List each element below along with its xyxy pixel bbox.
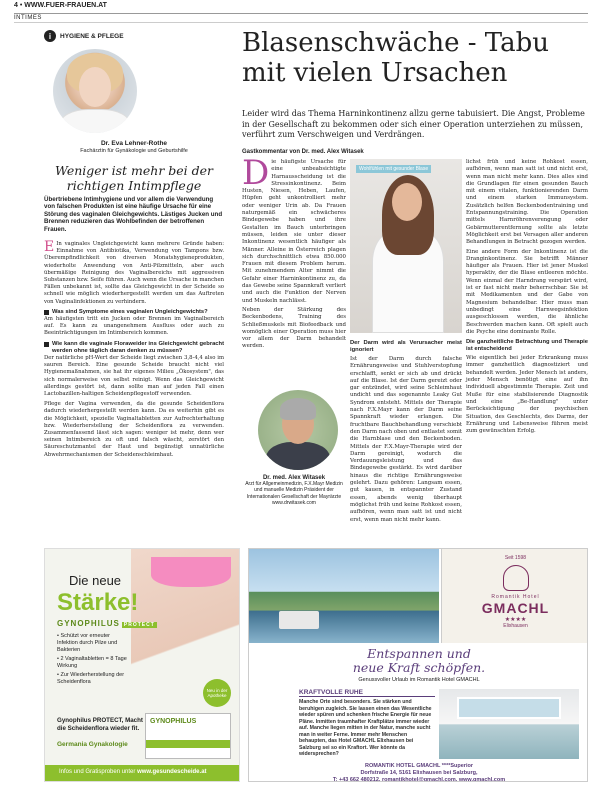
main-column-3 <box>466 159 588 437</box>
main-article-byline: Gastkommentar von Dr. med. Alex Witasek <box>242 149 364 155</box>
author-photo-lehner <box>53 49 137 133</box>
hotel-contact[interactable]: T: +43 662 480212, romantikhotel@gmachl.com, www.gmachl.com <box>332 776 506 782</box>
ad-footer-url[interactable]: www.gesundescheide.at <box>137 769 207 775</box>
info-icon: i <box>44 30 56 42</box>
main-paragraph-6: Wie eigentlich bei jeder Erkrankung muss immer ganzheitlich diagnostiziert und behandelt werden. Jeder Mensch ist anders, jeder Mensch benötigt eine auf ihn individuell abgestimmte Therapie. Zeit und Muße für eine stabilisierende Diagnostik und eine „Be-Handlung" unter Berücksichtigung der psychischen Situation, des Geschlechts, des Darms, der Ernährung und Lebensweise führen meist zum gewünschten Erfolg. <box>466 355 588 435</box>
left-article-header <box>44 30 224 42</box>
ad-bullet: • Schützt vor erneuter Infektion durch Pilze und Bakterien <box>57 633 131 654</box>
woman-photo <box>350 159 462 333</box>
author-title-witasek: Arzt für Allgemeinmedizin, F.X.Mayr Medizin und manuelle Medizin Präsident der Internationalen Gesellschaft der Mayrärzte <box>245 481 343 500</box>
kraft-box <box>299 689 435 761</box>
kraft-body: Manche Orte sind besonders. Sie stärken und beruhigen zugleich. Sie lassen einen das Wesentliche wieder spüren und schenken frische Energie für neue Pläne. Inmitten traumhafter Kraftplätze immer wieder auf. Manche liegen mitten in der Natur, manche sucht man in weiter Ferne. Immer mehr Menschen behaupten, das Hotel GMACHL Elixhausen bei Salzburg sei so ein Kraftort. Wer könnte da widersprechen? <box>299 699 432 757</box>
left-paragraph-3: Der natürliche pH-Wert der Scheide liegt zwischen 3,8-4,4 also im sauren Bereich. Eine gesunde Scheide braucht nicht viel Hygienemaßnahmen, sie hat ihr eigenes Milieu „Ökosystem", das sich normalerweise von selbst reinigt. Wenn das Gleichgewicht allerdings gestört ist, dann sollte man auf jeden Fall einen Lactobazillen-haltigen Scheidenpflegestoff verwenden. <box>44 355 224 398</box>
room-photo <box>439 689 579 759</box>
hotel-logo-box <box>441 549 588 643</box>
ad-bullets <box>57 633 131 688</box>
ad-headline: Stärke! <box>57 589 139 616</box>
hotel-since: Seit 1598 <box>504 555 527 561</box>
left-question-2: Wie kann die vaginale Floraweider ins Gleichgewicht gebracht werden ohne täglich daran denken zu müssen? <box>44 341 224 355</box>
left-article-lead: Übertriebene Intimhygiene und vor allem die Verwendung von falschen Produkten ist eine häufige Ursache für eine Störung des vaginalen Gleichgewichts. Lästiges Jucken und Brennen reduzieren das Wohlbefinden der betroffenen Frauen. <box>44 196 223 233</box>
left-article-body <box>44 241 224 462</box>
hygiene-badge <box>44 30 224 42</box>
hotel-slogan: Entspannen und neue Kraft schöpfen. <box>352 646 486 675</box>
gynophilus-ad[interactable] <box>44 548 240 782</box>
left-paragraph-4: Pflege der Vagina verwenden, da die gesunde Scheidenflora dadurch wiederhergestellt werden kann. Da es weiterhin gibt es die Möglichkeit, spezielle Vaginaltabletten zur Aufrechterhaltung bzw. Wiederherstellung der Scheidenflora zu verwenden. Zusammenfassend lässt sich sagen: weniger ist mehr, denn wer seinen Intimbereich zu oft und falsch wäscht, zerstört den Säureschutzmantel der Haut und begünstigt unnatürliche Abwehrmechanismen der Scheidenschleimhaut. <box>44 401 224 458</box>
ad-footer: Infos und Gratisproben unter www.gesundescheide.at <box>45 765 239 781</box>
author-name-lehner: Dr. Eva Lehner-Rothe <box>100 140 168 147</box>
ad-claim: Gynophilus PROTECT, Macht die Scheidenflora wieder fit. <box>57 717 143 732</box>
hotel-gmachl-ad[interactable] <box>248 548 588 782</box>
main-paragraph-5: Eine andere Form der Inkontinenz ist die Dranginkontinenz. Sie betrifft Männer häufiger als Frauen. Hier ist jener Muskel hyperaktiv, der die Blase entleeren möchte. Wenn einmal der Harndrang verspürt wird, ist er fast nicht mehr beherrschbar. Sie ist mit Medikamenten und der Gabe von Magnesium behandelbar. Hier muss man unbedingt eine Harnwegsinfektion ausgeschlossen werden, die ähnliche Beschwerden machen kann. Oft spielt auch die Psyche eine dominante Rolle. <box>466 248 588 335</box>
main-paragraph-3: Ist der Darm durch falsche Ernährungsweise und Stuhlverstopfung erschlafft, senkt er sich ab und drückt auf die Blase. Ist der Darm gereizt oder gar entzündet, wird seine Schleimhaut undicht und das sogenannte Leaky Gut Syndrom entsteht. Mittels der Therapie nach F.X.Mayr kann der Darm seine Spannkraft wieder erlangen. Die fruchtbare Bauchbehandlung verschiebt den Darm nach oben und entlastet somit die Harnblase und den Beckenboden. Mittels der F.X.Mayr-Therapie wird der Darm gereinigt, wodurch die Verdauungsleistung und das Bindegewebe gestärkt. Es wird darüber hinaus die richtige Ernährungsweise gelehrt. Dazu gehören: Langsam essen, gut kauen, in entspannter Zustand essen, abends wenig überhaupt möglichst früh und keine Rohkost essen, aufhören, wenn man satt ist und nicht erst, wenn man nicht mehr kann. <box>350 356 462 523</box>
left-article-headline: Weniger ist mehr bei der richtigen Intimpflege <box>54 163 214 193</box>
left-dropcap: E <box>44 239 55 255</box>
ad-bullet: • Zur Wiederherstellung der Scheidenflora <box>57 672 131 686</box>
photo-caption: Wohlfühlen mit gesunder Blase <box>356 165 431 173</box>
crown-icon <box>503 565 529 591</box>
main-column-2 <box>350 337 462 526</box>
page-header-sep: • <box>19 2 25 9</box>
ad-tagline: Die neue <box>69 573 122 588</box>
author-title-lehner: Fachärztin für Gynäkologie und Geburtshilfe <box>80 148 188 154</box>
hotel-location: Elixhausen <box>503 623 528 629</box>
star-icon: ★★★★ <box>504 617 527 623</box>
author-name-witasek: Dr. med. Alex Witasek <box>262 475 326 481</box>
page-number: 4 <box>14 2 18 9</box>
main-paragraph-2: Neben der Stärkung des Beckenbodens, Training des Schließmuskels mit Biofeedback und womöglich einer Operation muss hier vor allem der Darm behandelt werden. <box>242 306 346 350</box>
subheading-ganzheitlich: Die ganzheitliche Betrachtung und Therapie ist entscheidend <box>466 339 588 353</box>
hygiene-badge-label: HYGIENE & PFLEGE <box>60 32 124 40</box>
hotel-name: GMACHL <box>481 600 550 616</box>
kraft-title: KRAFTVOLLE RUHE <box>299 689 435 697</box>
header-rule <box>14 13 588 14</box>
ad-maker-logo: Germania Gynakologie <box>57 741 128 748</box>
ad-brand: GYNOPHILUS PROTECT <box>57 619 155 628</box>
author-info-witasek <box>242 475 346 506</box>
product-name: GYNOPHILUS <box>150 718 197 725</box>
main-article-headline: Blasenschwäche - Tabu mit vielen Ursachen <box>242 28 550 88</box>
lake-photo <box>249 549 439 643</box>
new-badge: Neu in der Apotheke <box>203 679 231 707</box>
main-paragraph-1: Die häufigste Ursache für eine unbeabsichtigte Harnausscheidung ist die Stressinkontinenz. Beim Husten, Niesen, Heben, Laufen, Hüpfen geht unkontrolliert mehr oder weniger Urin ab. Da Frauen naturgemäß ein schwächeres Bindegewebe haben und ihre Gestalten im Bauch unterbringen müssen, leiden sie unter dieser Inkontinenz wesentlich häufiger als Männer. Alleine in Österreich plagen sich durchschnittlich etwa 850.000 Frauen mit diesem Problem herum. Mit zunehmendem Alter nimmt die Gefahr einer Harninkontinenz zu, da das Gewebe seine Spannkraft verliert und auch die Funktion der Nerven und Muskeln nachlässt. <box>242 153 346 304</box>
author-photo-witasek <box>258 390 338 470</box>
hotel-tagline: Genussvoller Urlaub im Romantik Hotel GMACHL <box>358 677 480 683</box>
site-name[interactable]: WWW.FUER-FRAUEN.AT <box>24 2 107 9</box>
main-column-1 <box>242 153 346 353</box>
hotel-address: ROMANTIK HOTEL GMACHL ****Superior Dorfstraße 14, 5161 Elixhausen bei Salzburg, T: +43 662 480212, romantikhotel@gmachl.com, www.gmachl.com <box>249 763 588 782</box>
main-article-lead: Leider wird das Thema Harninkontinenz allzu gerne tabuisiert. Die Angst, Probleme in der Gesellschaft zu bekommen oder sich einer Operation unterziehen zu müssen, verführt zum Verschweigen und Verdrängen. <box>242 109 585 139</box>
section-tag: INTIMES <box>14 15 42 21</box>
main-dropcap: D <box>242 153 270 193</box>
ad-bullet: • 2 Vaginaltabletten = 8 Tage Wirkung <box>57 656 131 670</box>
product-package <box>145 713 231 759</box>
section-rule <box>14 22 588 23</box>
left-question-1: Was sind Symptome eines vaginalen Ungleichgewichts? <box>44 309 224 316</box>
author-url-witasek[interactable]: www.drwitasek.com <box>272 499 316 506</box>
subheading-darm: Der Darm wird als Verursacher meist ignoriert <box>350 340 462 353</box>
hotel-subtitle: Romantik Hotel <box>491 594 540 600</box>
left-paragraph-1: E In vaginales Ungleichgewicht kann mehrere Gründe haben: Einnahme von Antibiotika, Verwendung von Tampons bzw. Überempfindlichkeit von diversen Monatshygieneprodukten, wiederholte Anwendung von Anti-Pilzmitteln, aber auch übermäßige Reinigung des Vaginalbereichs mit aggressiven Substanzen bzw. Seife führen. Auch wenn die Ursache in manchen Fällen unbekannt ist, sollte das Gleichgewicht in der Scheide so schnell wie möglich wiederhergestellt werden um das Auftreten von Vaginalinfektionen zu verhindern. <box>44 239 224 305</box>
left-paragraph-2: Am häufigsten tritt ein Jucken oder Brennen im Vaginalbereich auf. Es kann zu unangenehmem Ausfluss oder auch zu Beeinträchtigungen im Intimbereich kommen. <box>44 316 224 337</box>
main-paragraph-4: lichst früh und keine Rohkost essen, aufhören, wenn man satt ist und nicht erst, wenn man nicht mehr kann. Dies alles sind die Grundlagen für einen gesunden Bauch mit einem vitalen, funktionierenden Darm und einem starken Immunsystem. Zusätzlich helfen Beckenbodentraining und Entspannungstraining. Die Operation mittels Harnröhrenverengung oder Gebärmutterentfernung sollte als letzte Möglichkeit erst bei Versagen aller anderen Behandlungen in Betracht gezogen werden. <box>466 159 588 246</box>
